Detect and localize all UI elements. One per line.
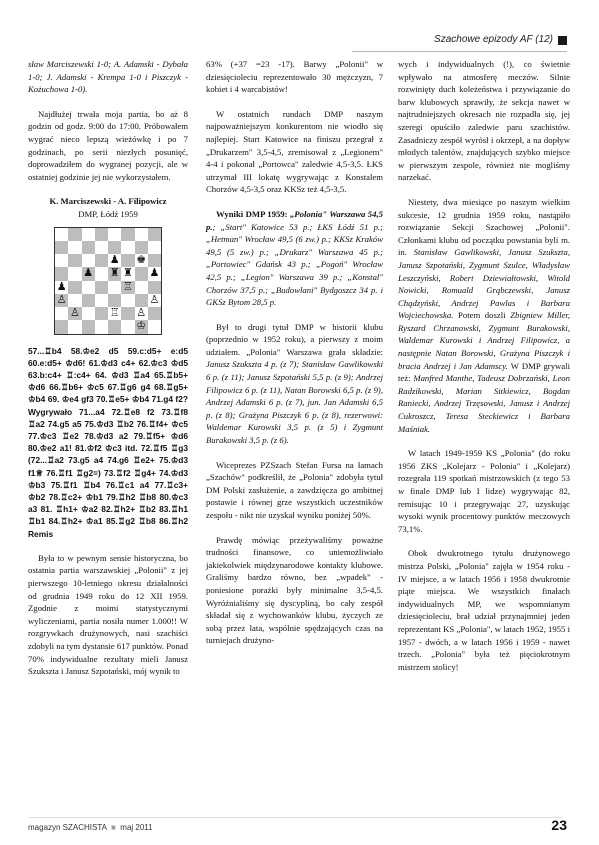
game-event: DMP, Łódź 1959 — [78, 208, 138, 219]
game-heading: K. Marciszewski - A. Filipowicz — [49, 196, 167, 207]
col3-p2-intro: Niestety, dwa miesiące po naszym wielkim sukcesie, 12 grudnia 1959 roku, nastąpiło rozwiązanie Sekcji Szachowej „Polonii". Członkami klubu od początku powstania byli m. in. — [398, 196, 570, 258]
footer-separator: ■ — [108, 823, 119, 832]
col2-paragraph-4a: Był to drugi tytuł DMP w historii klubu (poprzednio w 1952 roku), a pierwszy z moim udziałem. „Polonia" Warszawa grała składzie: — [206, 321, 383, 357]
board-square: ♟ — [56, 280, 67, 293]
board-square — [95, 267, 108, 280]
board-square: ♙ — [149, 293, 160, 306]
col1-paragraph-2: Najdłużej trwała moja partia, bo aż 8 godzin od godz. 9:00 do 17:00. Próbowałem wygrać nieco lepszą wieżówkę i po 7 godzinach, po serii niezłych posunięć, doprowadziłem do wygranej pozycji, ale w ostatniej godzinie jej nie wykorzystałem. — [28, 108, 188, 182]
footer-rule — [28, 817, 563, 818]
board-square — [121, 294, 134, 307]
board-square — [108, 294, 121, 307]
col3-p2-also: W DMP grywali też: — [398, 360, 570, 384]
col2-paragraph-4 — [206, 321, 383, 447]
board-square: ♜ — [122, 267, 133, 280]
header-rule — [352, 51, 567, 52]
column-2 — [206, 58, 383, 659]
board-square: ♔ — [136, 320, 147, 333]
board-square — [148, 281, 161, 294]
later-members: Zbigniew Miller, Ryszard Chrzanowski, Zygmunt Burakowski, Waldemar Kurowski i Andrzej Filipowicz, a następnie Natan Borowski, Grażyna Piszczyk i bracia Andrzej i Jan Adamscy. — [398, 310, 571, 371]
board-square — [55, 241, 68, 254]
col3-p2-later: Potem doszli — [458, 310, 506, 321]
board-square — [95, 307, 108, 320]
page-footer — [28, 823, 153, 832]
board-square — [68, 294, 81, 307]
col3-paragraph-2 — [398, 196, 570, 435]
board-square — [82, 281, 95, 294]
board-square — [135, 281, 148, 294]
col3-paragraph-1: wych i indywidualnych (!), co świetnie wpływało na atmosferę meczów. Silnie rozwinięty duch koleżeństwa i przywiązanie do barw klubowych sprawiły, że sekcja nawet w najtrudniejszych okresach nie rozpadła się, jej szeregi opuściło zaledwie paru szachistów. Zasadniczy zespół wyrósł i okrzepł, a na dopływ młodych talentów, znajdujących szybko miejsce w pierwszym zespole, również nie mogliśmy narzekać. — [398, 59, 570, 183]
board-square: ♙ — [56, 293, 67, 306]
board-square — [82, 228, 95, 241]
page-number: 23 — [551, 817, 567, 833]
board-square — [82, 320, 95, 333]
col1-paragraph-1: sław Marciszewski 1-0; A. Adamski - Dybała 1-0; J. Adamski - Krempa 1-0 i Piszczyk - Kożuchowa 1-0). — [28, 59, 188, 95]
board-square: ♜ — [109, 267, 120, 280]
board-square — [55, 267, 68, 280]
col2-paragraph-2: W ostatnich rundach DMP naszym najpoważniejszym konkurentom nie wiodło się najlepiej. Start Katowice na finiszu przegrał z „Drukarzem" 3,5-4,5, zremisował z „Legionem" 4-4 i pokonał „Portowca" zaledwie 4,5-3,5. ŁKS utrzymał III lokatę wygrywając z Konstalem Chorzów 4,5-3,5 oraz KKSz też 4,5-3,5. — [206, 108, 383, 195]
column-1 — [28, 58, 188, 690]
board-square: ♟ — [149, 267, 160, 280]
section-title: Szachowe epizody AF (12) — [434, 34, 553, 45]
chess-diagram — [54, 227, 162, 335]
board-square — [121, 307, 134, 320]
board-square — [82, 294, 95, 307]
board-square — [95, 320, 108, 333]
board-square — [68, 228, 81, 241]
team-lineup: Janusz Szukszta 4 p. (z 7); Stanisław Gawlikowski 6 p. (z 11); Janusz Szpotański 5,5 p. (z 9); Andrzej Filipowicz 6 p. (z 11), Natan Borowski 6,5 p. (z 9), Andrzej Adamski 6 p. (z 7), jun. Jan Adamski 6,5 p. (z 8); Grażyna Piszczyk 6 p. (z 8), rezerwowi: Waldemar Kurowski 3,5 p. (z 5) i Zygmunt Burakowski 3,5 p. (z 6). — [206, 359, 383, 446]
board-square — [95, 281, 108, 294]
board-square — [68, 241, 81, 254]
board-square: ♟ — [109, 254, 120, 267]
board-square: ♖ — [109, 307, 120, 320]
col1-paragraph-3: Była to w pewnym sensie historyczna, bo ostatnia partia warszawskiej „Polonii" z jej pierwszego 10-letniego okresu działalności od grudnia 1949 roku do 12 XII 1959. Zgodnie z moimi statystycznymi wyliczeniami, partia nosiła numer 1.000!! W rozgrywkach drużynowych, nasi szachiści zdobyli na tym dystansie 617 punktów. Ponad 70% indywidualne rezultaty mieli Janusz Szukszta i Janusz Szpotański, mój wynik to — [28, 552, 188, 677]
board-square — [148, 254, 161, 267]
board-square — [108, 281, 121, 294]
board-square — [121, 254, 134, 267]
board-square — [82, 241, 95, 254]
founding-members: Stanisław Gawlikowski, Janusz Szukszta, Janusz Szpotański, Zygmunt Szulce, Władysław Leszczyński, Robert Dziewiałtowski, Witold Nowicki, Romuald Grąbczewski, Janusz Chądzyński, Andrzej Pawlas i Barbara Wojciechowska. — [398, 247, 570, 321]
board-square — [108, 228, 121, 241]
board-square — [68, 281, 81, 294]
header-square-mark — [558, 36, 567, 45]
dmp-players: Manfred Manthe, Tadeusz Dobrzański, Leon Radzikowski, Marian Sitkiewicz, Bogdan Raniecki, Andrzej Trzęsowski, Janusz i Andrzej Cukroszcz, Teresa Steckiewicz i Barbara Maśniak. — [398, 373, 570, 434]
board-square — [148, 241, 161, 254]
board-square — [108, 241, 121, 254]
board-square — [82, 307, 95, 320]
col3-paragraph-3: W latach 1949-1959 KS „Polonia" (do roku 1956 ZKS „Kolejarz - Polonia" i „Kolejarz) rozegrała 119 spotkań mistrzowskich (z tego 53 w finale DMP lub I lidze) wygrywając 82, remisując 10 i przegrywając 27, uzyskując wysoki wynik procentowy punktów meczowych 73,1%. — [398, 448, 570, 534]
board-square: ♙ — [69, 307, 80, 320]
results-rest: ; „Start" Katowice 53 p.; ŁKS Łódź 51 p.; „Hetman" Wrocław 49,5 (6 zw.) p.; KKSz Kraków 49,5 (5 zw.) p.; „Drukarz" Warszawa 45 p.; „Portowiec" Gdańsk 43 p.; „Pogoń" Wrocław 42,5 p.; „Legion" Warszawa 39 p.; „Konstal" Chorzów 37,5 p.; „Budowlani" Bydgoszcz 34 p. i GKSz Bytom 28,5 p. — [206, 221, 383, 308]
board-square — [82, 254, 95, 267]
results-paragraph — [206, 208, 383, 309]
board-square — [135, 228, 148, 241]
board-square — [135, 267, 148, 280]
col2-paragraph-1: 63% (+37 =23 -17). Barwy „Polonii" w dziesięcioleciu reprezentowało 30 mężczyzn, 7 kobiet i 4 warcabistów! — [206, 59, 383, 95]
col3-paragraph-4: Obok dwukrotnego tytułu drużynowego mistrza Polski, „Polonia" zajęła w 1954 roku - IV miejsce, a w latach 1956 i 1958 dwukrotnie piąte miejsca. We wszystkich finałach indywidualnych MP, we wspomnianym dziesięcioleciu, brał udział przynajmniej jeden reprezentant KS „Polonia", w latach 1952, 1955 i 1957 - dwóch, a w latach 1956 i 1959 - nawet trzech. „Polonia" była też pięciokrotnym mistrzem stolicy! — [398, 548, 570, 672]
board-square — [55, 307, 68, 320]
column-3 — [398, 58, 570, 685]
board-square — [95, 228, 108, 241]
results-label: Wyniki DMP 1959: — [216, 208, 288, 219]
board-square — [95, 294, 108, 307]
page-header — [0, 34, 599, 48]
board-square — [148, 307, 161, 320]
board-square — [135, 294, 148, 307]
board-square: ♙ — [136, 307, 147, 320]
board-square — [55, 254, 68, 267]
board-square: ♚ — [136, 254, 147, 267]
col2-paragraph-5: Wiceprezes PZSzach Stefan Fursa na łamach „Szachów" podkreślił, że „Polonia" zdobyła tytuł DM Polski zasłużenie, a zawdzięcza go ambitnej postawie i równej grze wszystkich uczestników zespołu - nikt nie uzyskał wyniku poniżej 50%. — [206, 459, 383, 520]
board-square — [108, 320, 121, 333]
board-square — [121, 241, 134, 254]
board-square — [95, 254, 108, 267]
board-square — [148, 320, 161, 333]
board-square: ♖ — [122, 280, 133, 293]
board-square — [95, 241, 108, 254]
board-square — [148, 228, 161, 241]
board-square — [68, 254, 81, 267]
board-square — [55, 320, 68, 333]
magazine-name: magazyn SZACHISTA — [28, 823, 107, 832]
board-square — [68, 320, 81, 333]
board-square — [121, 228, 134, 241]
game-moves: 57...♖b4 58.♔e2 d5 59.c:d5+ e:d5 60.e:d5+ ♔d6! 61.♔d3 c4+ 62.♔c3 ♔d5 63.b:c4+ ♖:c4+ 64. ♔d3 ♖a4 65.♖b5+ ♔d6 66.♖b6+ ♔c5 67.♖g6 g4 68.♖g5+ ♔b4 69. ♔e4 gf3 70.♖e5+ ♔b4 71.g4 f2? Wygrywało 71...a4 72.♖e8 f2 73.♖f8 ♖a2 74.g5 a5 75.♔d3 ♖b2 76.♖f4+ ♔c5 77.♔c3 ♖e2 78.♔d3 a2 79.♖f5+ ♔d6 80.♔e2 a1! 81.♔f2 ♔c3 itd. 72.♖f5 ♖g3 (72...♖a2 73.g5 a4 74.g6 ♖e2+ 75.♔d3 f1♕ 76.♖f1 ♖g2=) 73.♖f2 ♖g4+ 74.♔d3 ♔b3 75.♖f1 ♖b4 76.♖c1 a4 77.♖c3+ ♔b2 78.♖c2+ ♔b1 79.♖h2 ♖b8 80.♔c3 a3 81. ♖h1+ ♔a2 82.♖h2+ ♖b2 83.♖h1 ♖b1 84.♖h2+ ♔a1 85.♖g2 ♖b8 86.♖h2 Remis — [28, 345, 188, 539]
board-square — [68, 267, 81, 280]
board-square — [135, 241, 148, 254]
board-square: ♟ — [83, 267, 94, 280]
results-winner: „Polonia" Warszawa 54,5 p. — [206, 208, 383, 232]
board-square — [121, 320, 134, 333]
issue-date: maj 2011 — [120, 823, 153, 832]
board-square — [55, 228, 68, 241]
col2-paragraph-6: Prawdę mówiąc przeżywaliśmy poważne trudności finansowe, co uniemożliwiało jakiekolwiek międzynarodowe kontakty klubowe. Graliśmy bardzo równo, bez „wpadek" - poniesione porażki były minimalne 3,5-4,5. Wyróżnialiśmy się dyscypliną, bo cały zespół składał się z wychowanków klubu, życzych ze sobą przez lata, wspólnie spędzających czas na turniejach drużyno- — [206, 534, 383, 646]
